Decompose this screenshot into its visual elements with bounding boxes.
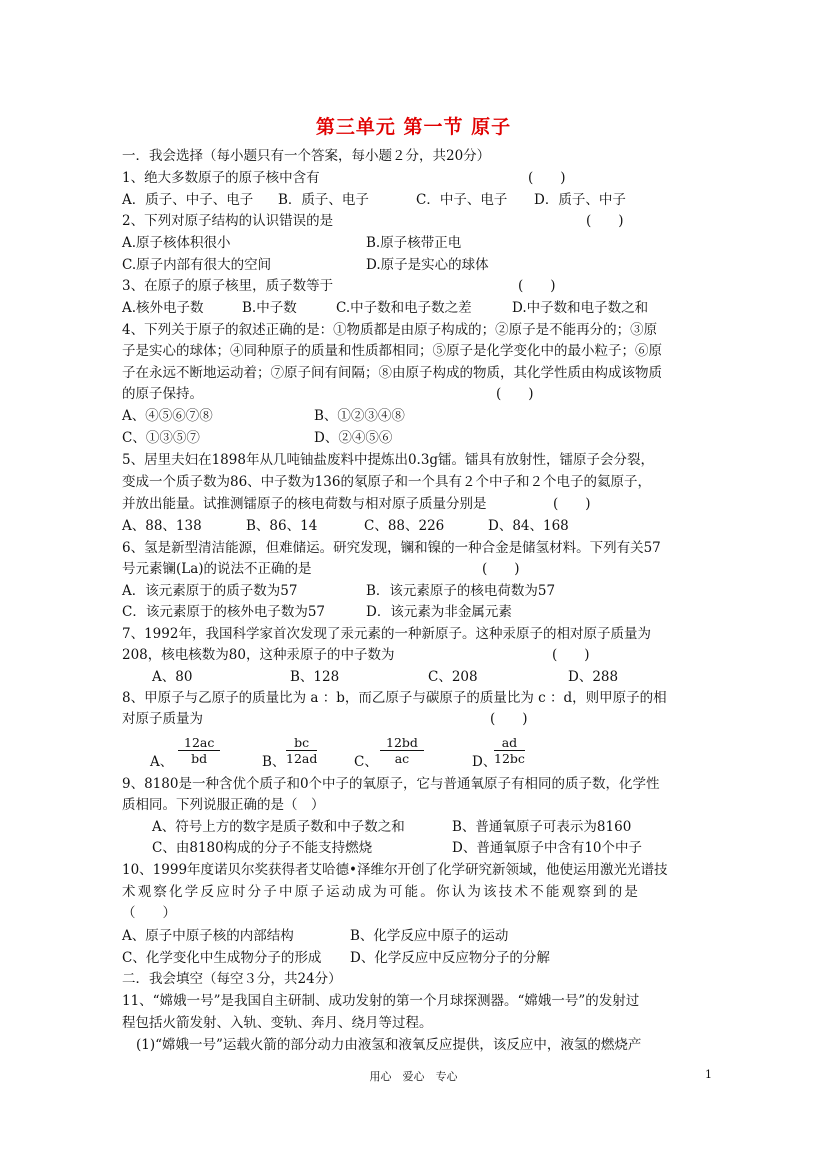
question-5-line: 并放出能量。试推测镭原子的核电荷数与相对原子质量分别是 bbox=[122, 496, 487, 512]
option-d: D、②④⑤⑥ bbox=[314, 430, 393, 446]
question-1-stem: 1、绝大多数原子的原子核中含有 bbox=[122, 170, 320, 186]
footer-motto: 用心 爱心 专心 bbox=[369, 1070, 458, 1083]
option-b: B、128 bbox=[290, 669, 340, 685]
question-4-line: 子是实心的球体；④同种原子的质量和性质都相同；⑤原子是化学变化中的最小粒子；⑥原 bbox=[122, 343, 662, 359]
option-c: C.原子内部有很大的空间 bbox=[122, 257, 272, 273]
option-d: D.原子是实心的球体 bbox=[366, 257, 489, 273]
option-c: C、88、226 bbox=[364, 518, 445, 534]
option-d: D、普通氧原子中含有10个中子 bbox=[452, 840, 643, 856]
fraction-denominator: ac bbox=[394, 751, 410, 766]
option-d-label: D、 bbox=[472, 754, 497, 770]
option-b: B、86、14 bbox=[246, 518, 318, 534]
option-b: B．质子、电子 bbox=[278, 192, 369, 208]
question-4-line: 的原子保持。 bbox=[122, 386, 203, 402]
fraction-a bbox=[178, 736, 220, 767]
answer-paren: ( ) bbox=[553, 496, 591, 512]
fraction-d bbox=[494, 736, 525, 767]
option-d: D．该元素为非金属元素 bbox=[366, 604, 512, 620]
option-a-label: A、 bbox=[150, 754, 174, 770]
answer-paren: ( ) bbox=[518, 278, 556, 294]
option-c: C、①③⑤⑦ bbox=[122, 430, 200, 446]
question-6-line: 号元素镧(La)的说法不正确的是 bbox=[122, 561, 312, 577]
question-7-line: 208，核电核数为80，这种汞原子的中子数为 bbox=[122, 647, 395, 663]
option-c: C.中子数和电子数之差 bbox=[336, 300, 472, 316]
question-11-line: 程包括火箭发射、入轨、变轨、奔月、绕月等过程。 bbox=[122, 1015, 433, 1031]
answer-paren: ( ) bbox=[490, 711, 528, 727]
option-b: B、①②③④⑧ bbox=[314, 408, 405, 424]
question-10-line: 10、1999年度诺贝尔奖获得者艾哈德•泽维尔开创了化学研究新领域，他使运用激光光谱技 bbox=[122, 862, 668, 878]
option-d: D、84、168 bbox=[488, 518, 569, 534]
option-a: A、88、138 bbox=[122, 518, 202, 534]
fraction-denominator: 12bc bbox=[494, 751, 525, 766]
question-4-line: 子在永远不断地运动着；⑦原子间有间隔；⑧由原子构成的物质，其化学性质由构成该物质 bbox=[122, 365, 662, 381]
question-11-line: 11、“嫦娥一号”是我国自主研制、成功发射的第一个月球探测器。“嫦娥一号”的发射过 bbox=[122, 993, 640, 1009]
question-6-line: 6、氢是新型清洁能源，但难储运。研究发现，镧和镍的一种合金是储氢材料。下列有关57 bbox=[122, 540, 661, 556]
question-4-line: 4、下列关于原子的叙述正确的是：①物质都是由原子构成的；②原子是不能再分的；③原 bbox=[122, 322, 658, 338]
fraction-denominator: bd bbox=[191, 751, 208, 766]
option-b: B.中子数 bbox=[242, 300, 297, 316]
option-a: A、④⑤⑥⑦⑧ bbox=[122, 408, 213, 424]
question-5-line: 5、居里夫妇在1898年从几吨铀盐废料中提炼出0.3g镭。镭具有放射性，镭原子会分裂， bbox=[122, 452, 655, 468]
fraction-b bbox=[286, 736, 317, 767]
question-5-line: 变成一个质子数为86、中子数为136的氡原子和一个具有２个中子和２个电子的氦原子， bbox=[122, 474, 651, 490]
fraction-denominator: 12ad bbox=[286, 751, 318, 766]
fraction-numerator: 12bd bbox=[380, 736, 424, 751]
question-10-line: 术观察化学反应时分子中原子运动成为可能。你认为该技术不能观察到的是 bbox=[122, 884, 641, 900]
answer-paren: ( ) bbox=[528, 170, 566, 186]
option-b: B、化学反应中原子的运动 bbox=[350, 928, 509, 944]
option-c: C．中子、电子 bbox=[416, 192, 508, 208]
option-a: A.原子核体积很小 bbox=[122, 235, 231, 251]
question-3-stem: 3、在原子的原子核里，质子数等于 bbox=[122, 278, 334, 294]
question-8-line: 8、甲原子与乙原子的质量比为 a ：b，而乙原子与碳原子的质量比为 c ：d，则甲原子的相 bbox=[122, 690, 667, 706]
option-b: B．该元素原子的核电荷数为57 bbox=[366, 583, 556, 599]
option-c-label: C、 bbox=[354, 754, 378, 770]
question-9-line: 质相同。下列说服正确的是（ ） bbox=[122, 797, 325, 813]
option-a: A.核外电子数 bbox=[122, 300, 204, 316]
page-title: 第三单元 第一节 原子 bbox=[315, 116, 512, 138]
answer-paren: ( ) bbox=[552, 647, 590, 663]
option-d: D．质子、中子 bbox=[534, 192, 626, 208]
option-d: D、288 bbox=[568, 669, 619, 685]
option-a: A、原子中原子核的内部结构 bbox=[122, 928, 294, 944]
section-heading: 二．我会填空（每空３分，共24分） bbox=[122, 971, 342, 987]
fraction-numerator: ad bbox=[494, 736, 525, 751]
option-a: A、80 bbox=[152, 669, 193, 685]
answer-paren: ( ) bbox=[496, 386, 534, 402]
option-a: A、符号上方的数字是质子数和中子数之和 bbox=[152, 819, 405, 835]
question-10-line: （ ） bbox=[122, 905, 176, 921]
option-c: C．该元素原于的核外电子数为57 bbox=[122, 604, 326, 620]
option-c: C、化学变化中生成物分子的形成 bbox=[122, 950, 322, 966]
answer-paren: ( ) bbox=[586, 213, 624, 229]
option-b: B.原子核带正电 bbox=[366, 235, 462, 251]
option-b: B、普通氧原子可表示为8160 bbox=[452, 819, 632, 835]
question-7-line: 7、1992年，我国科学家首次发现了汞元素的一种新原子。这种汞原子的相对原子质量为 bbox=[122, 626, 651, 642]
option-d: D.中子数和电子数之和 bbox=[512, 300, 649, 316]
option-a: A．质子、中子、电子 bbox=[122, 192, 254, 208]
option-c: C、由8180构成的分子不能支持燃烧 bbox=[152, 840, 373, 856]
option-a: A．该元素原于的质子数为57 bbox=[122, 583, 298, 599]
question-11-line: (1)“嫦娥一号”运载火箭的部分动力由液氢和液氧反应提供，该反应中，液氢的燃烧产 bbox=[136, 1037, 642, 1053]
fraction-numerator: bc bbox=[286, 736, 317, 751]
option-c: C、208 bbox=[428, 669, 478, 685]
section-heading: 一．我会选择（每小题只有一个答案，每小题２分，共20分） bbox=[122, 148, 491, 164]
fraction-numerator: 12ac bbox=[178, 736, 220, 751]
option-d: D、化学反应中反应物分子的分解 bbox=[350, 950, 550, 966]
question-9-line: 9、8180是一种含优个质子和0个中子的氧原子，它与普通氧原子有相同的质子数，化学性 bbox=[122, 776, 660, 792]
fraction-c bbox=[380, 736, 424, 767]
page-number: 1 bbox=[705, 1068, 712, 1081]
answer-paren: ( ) bbox=[482, 561, 520, 577]
question-8-line: 对原子质量为 bbox=[122, 711, 203, 727]
option-b-label: B、 bbox=[262, 754, 286, 770]
question-2-stem: 2、下列对原子结构的认识错误的是 bbox=[122, 213, 334, 229]
